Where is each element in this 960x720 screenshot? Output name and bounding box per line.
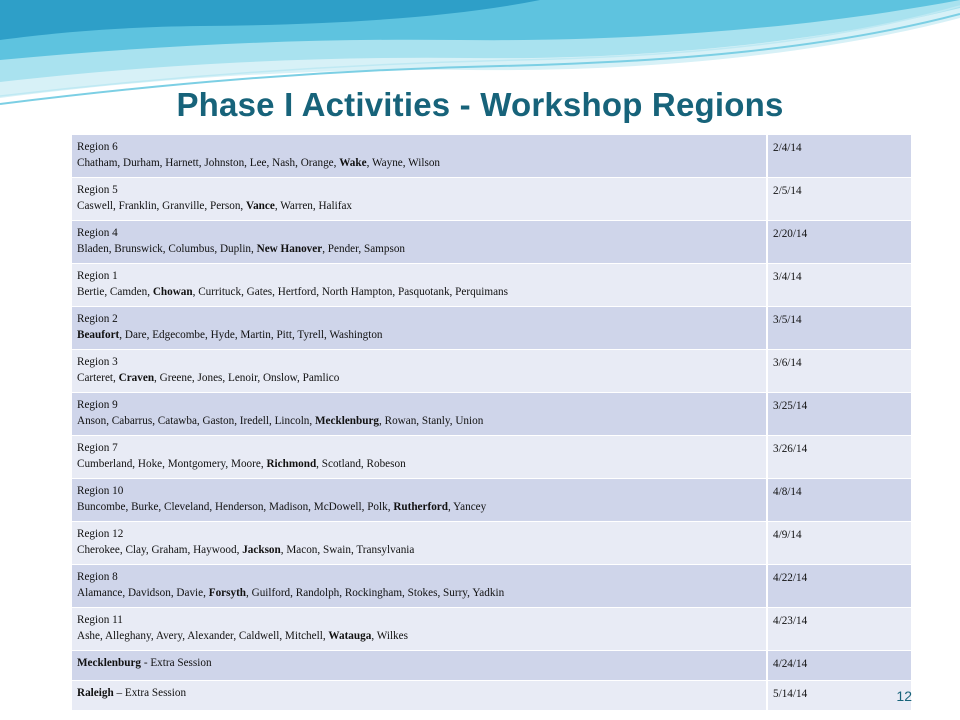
workshop-date: 4/23/14	[767, 608, 912, 651]
region-name: Region 11	[77, 614, 123, 626]
region-cell	[72, 681, 767, 711]
county-list	[77, 327, 761, 343]
region-name: Region 12	[77, 528, 124, 540]
region-name: Region 4	[77, 227, 118, 239]
workshop-date: 4/22/14	[767, 565, 912, 608]
region-cell	[72, 178, 767, 221]
region-name: Region 10	[77, 485, 124, 497]
table-row	[72, 436, 912, 479]
workshop-date: 5/14/14	[767, 681, 912, 711]
host-county: Watauga	[328, 630, 372, 642]
county-text: Anson, Cabarrus, Catawba, Gaston, Iredell, Lincoln,	[77, 415, 315, 427]
county-text: Caswell, Franklin, Granville, Person,	[77, 200, 247, 212]
workshop-date: 3/25/14	[767, 393, 912, 436]
county-text: Chatham, Durham, Harnett, Johnston, Lee, Nash, Orange,	[77, 157, 340, 169]
county-text: , Currituck, Gates, Hertford, North Hampton, Pasquotank, Perquimans	[192, 286, 508, 298]
county-text: Ashe, Alleghany, Avery, Alexander, Caldwell, Mitchell,	[77, 630, 329, 642]
county-list	[77, 155, 761, 171]
county-list	[77, 284, 761, 300]
host-county: Vance	[246, 200, 275, 212]
county-text: , Pender, Sampson	[322, 243, 406, 255]
workshop-date: 4/9/14	[767, 522, 912, 565]
region-cell	[72, 135, 767, 178]
table-row	[72, 393, 912, 436]
county-text: , Wayne, Wilson	[366, 157, 441, 169]
region-cell	[72, 522, 767, 565]
county-text: , Guilford, Randolph, Rockingham, Stokes, Surry, Yadkin	[246, 587, 505, 599]
county-list	[77, 685, 761, 701]
county-list	[77, 413, 761, 429]
county-list	[77, 628, 761, 644]
table-row	[72, 479, 912, 522]
region-cell	[72, 307, 767, 350]
host-county: Craven	[118, 372, 155, 384]
county-text: Carteret,	[77, 372, 119, 384]
region-name: Region 9	[77, 399, 118, 411]
table-row	[72, 264, 912, 307]
county-text: - Extra Session	[141, 657, 212, 669]
host-county: Wake	[339, 157, 367, 169]
county-text: Cherokee, Clay, Graham, Haywood,	[77, 544, 243, 556]
county-list	[77, 655, 761, 671]
host-county: Jackson	[242, 544, 281, 556]
region-name: Region 6	[77, 141, 118, 153]
region-cell	[72, 479, 767, 522]
region-name: Region 1	[77, 270, 118, 282]
county-list	[77, 456, 761, 472]
workshop-date: 3/26/14	[767, 436, 912, 479]
county-list	[77, 241, 761, 257]
county-text: , Rowan, Stanly, Union	[379, 415, 484, 427]
county-text: , Wilkes	[371, 630, 408, 642]
workshop-regions-table	[72, 135, 913, 711]
county-text: Bertie, Camden,	[77, 286, 153, 298]
county-text: , Yancey	[448, 501, 487, 513]
host-county: Chowan	[152, 286, 193, 298]
region-name: Region 7	[77, 442, 118, 454]
table-row	[72, 350, 912, 393]
workshop-date: 3/6/14	[767, 350, 912, 393]
table-row	[72, 178, 912, 221]
region-cell	[72, 608, 767, 651]
county-text: Bladen, Brunswick, Columbus, Duplin,	[77, 243, 257, 255]
county-text: , Warren, Halifax	[274, 200, 353, 212]
host-county: Rutherford	[393, 501, 448, 513]
table-row	[72, 681, 912, 711]
county-text: Buncombe, Burke, Cleveland, Henderson, Madison, McDowell, Polk,	[77, 501, 394, 513]
region-cell	[72, 393, 767, 436]
region-cell	[72, 264, 767, 307]
county-list	[77, 585, 761, 601]
region-name: Region 5	[77, 184, 118, 196]
workshop-date: 3/4/14	[767, 264, 912, 307]
county-text: , Greene, Jones, Lenoir, Onslow, Pamlico	[154, 372, 340, 384]
region-cell	[72, 350, 767, 393]
county-list	[77, 198, 761, 214]
host-county: Richmond	[266, 458, 317, 470]
slide-title: Phase I Activities - Workshop Regions	[176, 86, 784, 123]
county-text: – Extra Session	[113, 687, 187, 699]
county-list	[77, 499, 761, 515]
workshop-date: 2/4/14	[767, 135, 912, 178]
table-row	[72, 307, 912, 350]
workshop-date: 4/8/14	[767, 479, 912, 522]
workshop-date: 4/24/14	[767, 651, 912, 681]
region-cell	[72, 221, 767, 264]
workshop-date: 2/20/14	[767, 221, 912, 264]
table-row	[72, 651, 912, 681]
region-name: Region 8	[77, 571, 118, 583]
county-text: Alamance, Davidson, Davie,	[77, 587, 209, 599]
host-county: Forsyth	[208, 587, 247, 599]
table-row	[72, 221, 912, 264]
page-number: 12	[896, 688, 912, 704]
host-county: Mecklenburg	[315, 415, 380, 427]
county-text: , Macon, Swain, Transylvania	[280, 544, 415, 556]
county-text: , Dare, Edgecombe, Hyde, Martin, Pitt, Tyrell, Washington	[119, 329, 383, 341]
table-row	[72, 565, 912, 608]
table-row	[72, 135, 912, 178]
county-text: , Scotland, Robeson	[316, 458, 406, 470]
region-cell	[72, 436, 767, 479]
workshop-date: 3/5/14	[767, 307, 912, 350]
workshop-date: 2/5/14	[767, 178, 912, 221]
region-name: Region 3	[77, 356, 118, 368]
region-cell	[72, 651, 767, 681]
table-row	[72, 608, 912, 651]
region-cell	[72, 565, 767, 608]
table-row	[72, 522, 912, 565]
county-text: Cumberland, Hoke, Montgomery, Moore,	[77, 458, 267, 470]
region-name: Region 2	[77, 313, 118, 325]
host-county: Mecklenburg	[77, 657, 142, 669]
county-list	[77, 542, 761, 558]
host-county: Raleigh	[77, 687, 114, 699]
host-county: New Hanover	[256, 243, 323, 255]
host-county: Beaufort	[77, 329, 120, 341]
county-list	[77, 370, 761, 386]
